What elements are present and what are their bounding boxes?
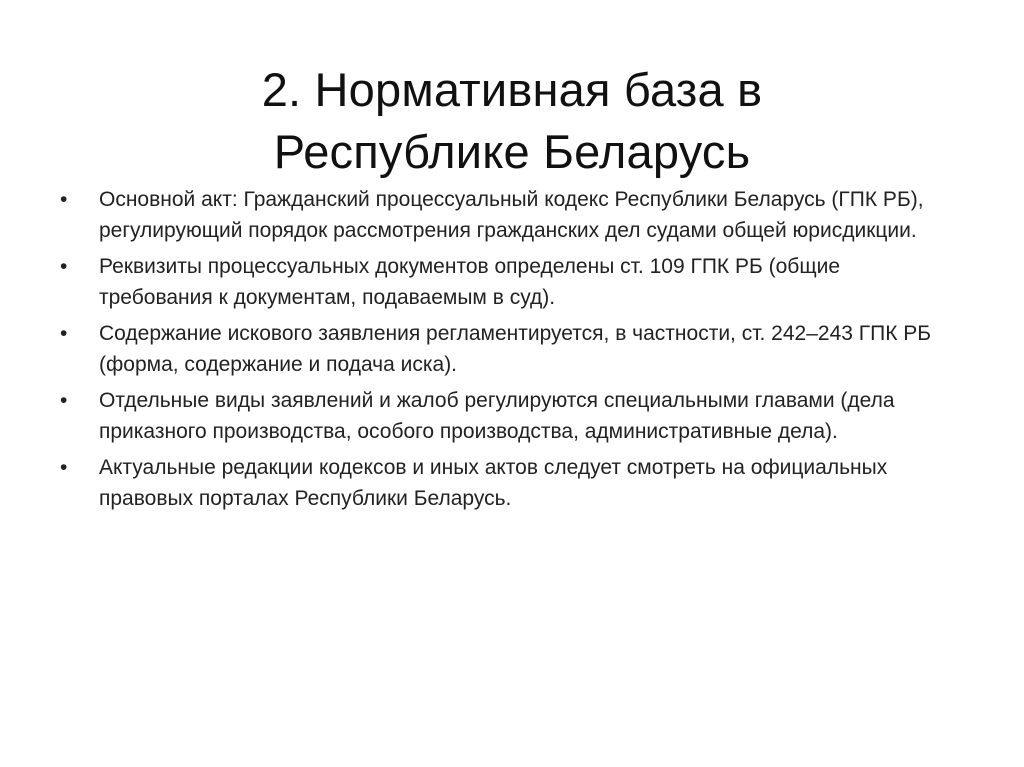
bullet-text: Основной акт: Гражданский процессуальный кодекс Республики Беларусь (ГПК РБ), регулирующий порядок рассмотрения гражданских дел судами общей юрисдикции. [99, 188, 924, 242]
bullet-icon: • [60, 389, 68, 412]
slide-title-line-2: Республике Беларусь [273, 125, 751, 179]
list-item [60, 385, 940, 447]
bullet-text: Реквизиты процессуальных документов определены ст. 109 ГПК РБ (общие требования к документам, подаваемым в суд). [99, 255, 841, 309]
bullet-text: Актуальные редакции кодексов и иных актов следует смотреть на официальных правовых порталах Республики Беларусь. [99, 456, 888, 510]
bullet-text: Отдельные виды заявлений и жалоб регулируются специальными главами (дела приказного производства, особого производства, административные дела). [99, 389, 895, 443]
bullet-icon: • [60, 322, 68, 345]
list-item [60, 251, 940, 313]
bullet-icon: • [60, 255, 68, 278]
list-item [60, 452, 940, 514]
bullet-icon: • [60, 188, 68, 211]
bullet-icon: • [60, 456, 68, 479]
list-item [60, 318, 940, 380]
list-item [60, 184, 940, 246]
bullet-text: Содержание искового заявления регламентируется, в частности, ст. 242–243 ГПК РБ (форма, содержание и подача иска). [99, 322, 932, 376]
slide-title [100, 59, 924, 183]
slide-title-line-1: 2. Нормативная база в [261, 63, 763, 117]
bullet-list [60, 184, 940, 519]
